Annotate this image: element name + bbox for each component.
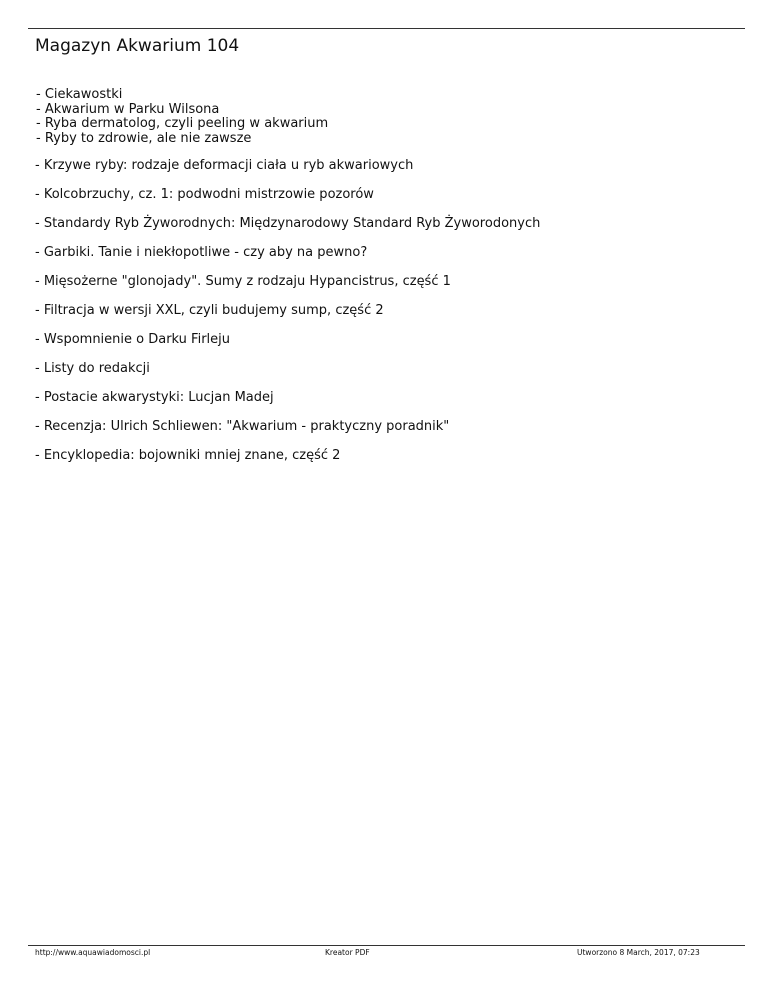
intro-item: - Ryba dermatolog, czyli peeling w akwarium	[36, 116, 329, 131]
intro-item: - Ryby to zdrowie, ale nie zawsze	[36, 130, 252, 146]
article-item: - Filtracja w wersji XXL, czyli budujemy sump, część 2	[35, 303, 384, 318]
article-item: - Recenzja: Ulrich Schliewen: "Akwarium - praktyczny poradnik"	[35, 419, 450, 434]
article-item: - Encyklopedia: bojowniki mniej znane, część 2	[35, 448, 341, 463]
article-item: - Wspomnienie o Darku Firleju	[35, 332, 231, 347]
footer-created-date: Utworzono 8 March, 2017, 07:23	[577, 948, 700, 957]
article-item: - Listy do redakcji	[35, 361, 150, 376]
footer-creator: Kreator PDF	[325, 948, 370, 957]
article-item: - Garbiki. Tanie i niekłopotliwe - czy aby na pewno?	[35, 245, 368, 260]
article-item: - Standardy Ryb Żyworodnych: Międzynarodowy Standard Ryb Żyworodonych	[35, 216, 541, 231]
page-title: Magazyn Akwarium 104	[35, 36, 240, 56]
article-item: - Kolcobrzuchy, cz. 1: podwodni mistrzowie pozorów	[35, 187, 374, 202]
intro-item: - Akwarium w Parku Wilsona	[36, 101, 220, 117]
footer-url: http://www.aquawiadomosci.pl	[35, 948, 151, 957]
footer-divider	[28, 945, 745, 946]
article-item: - Mięsożerne "glonojady". Sumy z rodzaju Hypancistrus, część 1	[35, 274, 451, 289]
header-divider	[28, 28, 745, 29]
article-list	[35, 158, 540, 477]
intro-item: - Ciekawostki	[36, 87, 123, 102]
article-item: - Postacie akwarystyki: Lucjan Madej	[35, 390, 274, 405]
article-item: - Krzywe ryby: rodzaje deformacji ciała u ryb akwariowych	[35, 158, 414, 173]
intro-list	[36, 88, 328, 146]
